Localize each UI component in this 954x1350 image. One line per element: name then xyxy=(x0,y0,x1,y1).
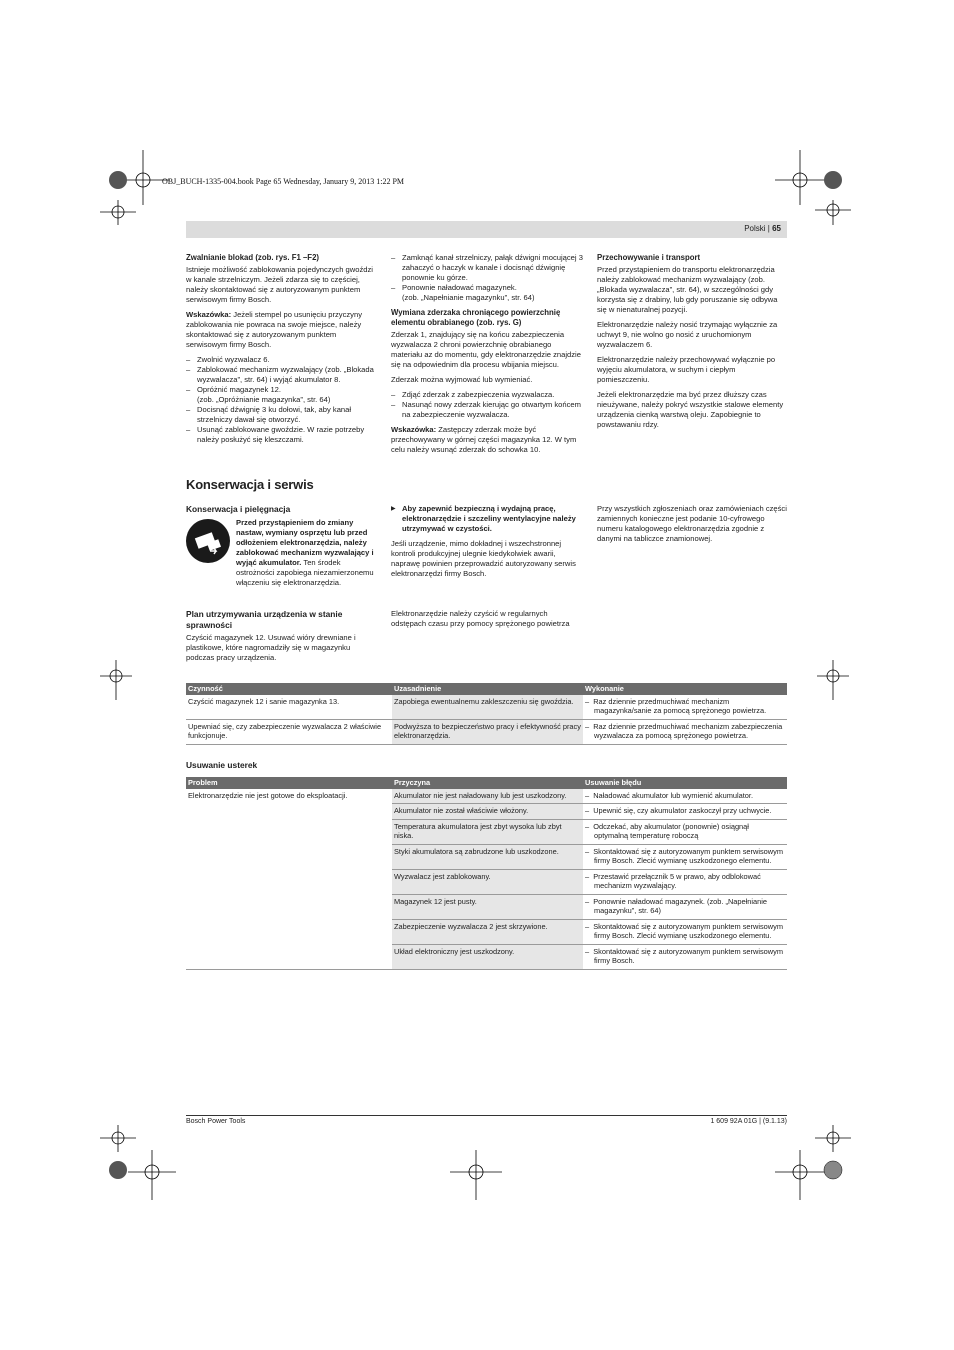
column-2 xyxy=(391,253,583,460)
table-cell: – Skontaktować się z autoryzowanym punktem serwisowym firmy Bosch. xyxy=(583,944,787,969)
table-row xyxy=(186,719,787,744)
close-steps xyxy=(391,253,583,303)
table-cell: – Raz dziennie przedmuchiwać mechanizm magazynka/sanie za pomocą sprężonego powietrza. xyxy=(583,695,787,720)
list-item: – Zamknąć kanał strzelniczy, pałąk dźwigni mocującej 3 zahaczyć o haczyk w kanale i docisnąć dźwignię ponownie ku górze. xyxy=(391,253,583,283)
page-number-label: Polski | 65 xyxy=(744,224,781,233)
problem-cell: Elektronarzędzie nie jest gotowe do eksploatacji. xyxy=(186,789,392,970)
table-cell: – Upewnić się, czy akumulator zaskoczył przy uchwycie. xyxy=(583,804,787,820)
header-language: Polski xyxy=(744,224,766,233)
storage-heading: Przechowywanie i transport xyxy=(597,253,701,262)
list-item: – Zablokować mechanizm wyzwalający (zob. „Blokada wyzwalacza”, str. 64) i wyjąć akumulator 8. xyxy=(186,365,378,385)
list-item: – Docisnąć dźwignię 3 ku dołowi, tak, aby kanał strzelniczy dawał się otworzyć. xyxy=(186,405,378,425)
section-title: Konserwacja i serwis xyxy=(186,477,314,492)
table-cell: – Raz dziennie przedmuchiwać mechanizm zabezpieczenia wyzwalacza za pomocą sprężonego powietrza. xyxy=(583,719,787,744)
footer-divider xyxy=(186,1115,787,1116)
plan-text-1: Czyścić magazynek 12. Usuwać wióry drewniane i plastikowe, które nagromadziły się w magazynku podczas pracy urządzenia. xyxy=(186,633,356,662)
bumper-text-2: Zderzak można wyjmować lub wymieniać. xyxy=(391,375,533,384)
footer-left: Bosch Power Tools xyxy=(186,1118,246,1125)
list-item: (zob. „Opróżnianie magazynka”, str. 64) xyxy=(197,395,331,404)
maintenance-warning-text: Ten środek ostrożności zapobiega niezamierzonemu włączeniu się elektronarzędzia. xyxy=(236,558,374,587)
table-cell: Wyzwalacz jest zablokowany. xyxy=(392,869,583,894)
list-item: – Usunąć zablokowane gwoździe. W razie potrzeby należy posłużyć się kleszczami. xyxy=(186,425,378,445)
table-cell: Temperatura akumulatora jest zbyt wysoka lub zbyt niska. xyxy=(392,819,583,844)
table-cell: – Odczekać, aby akumulator (ponownie) osiągnął optymalną temperaturę roboczą xyxy=(583,819,787,844)
table-cell: Akumulator nie jest naładowany lub jest uszkodzony. xyxy=(392,789,583,804)
column-3 xyxy=(597,253,789,435)
list-item: – Zwolnić wyzwalacz 6. xyxy=(186,355,378,365)
plan-block xyxy=(186,609,378,668)
list-item: – Nasunąć nowy zderzak kierując go otwartym końcem na zabezpieczenie wyzwalacza. xyxy=(391,400,583,420)
header-page: 65 xyxy=(772,224,781,233)
table-cell: – Przestawić przełącznik 5 w prawo, aby odblokować mechanizm wyzwalający. xyxy=(583,869,787,894)
maintenance-heading: Konserwacja i pielęgnacja xyxy=(186,504,291,514)
table-cell: Układ elektroniczny jest uszkodzony. xyxy=(392,944,583,969)
table-header: Uzasadnienie xyxy=(392,683,583,695)
storage-text-4: Jeżeli elektronarzędzie ma być przez dłuższy czas nieużywane, należy pokryć wszystkie stalowe elementy urządzenia cienką warstwą oleju. Zapobiegnie to powstawaniu rdzy. xyxy=(597,390,784,429)
storage-text-3: Elektronarzędzie należy przechowywać wyłącznie po wyjęciu akumulatora, w suchym i ciepłym pomieszczeniu. xyxy=(597,355,776,384)
list-item: – Ponownie naładować magazynek. xyxy=(391,283,583,293)
bumper-steps xyxy=(391,390,583,420)
plan-block-2 xyxy=(391,609,583,634)
troubleshoot-table xyxy=(186,777,787,970)
table-cell: Zapobiega ewentualnemu zakleszczeniu się gwoździa. xyxy=(392,695,583,720)
storage-text-1: Przed przystąpieniem do transportu elektronarzędzia należy zablokować mechanizm wyzwalający (zob. „Blokada wyzwalacza”, str. 64), w szczególności gdy korzysta się z drabiny, lub gdy poruszanie się odbywa się w nienaturalnej pozycji. xyxy=(597,265,778,314)
table-cell: – Naładować akumulator lub wymienić akumulator. xyxy=(583,789,787,804)
column-1 xyxy=(186,253,378,450)
list-item: – Zdjąć zderzak z zabezpieczenia wyzwalacza. xyxy=(391,390,583,400)
maintenance-col-3 xyxy=(597,504,789,549)
table-header: Czynność xyxy=(186,683,392,695)
table-row xyxy=(186,695,787,720)
table-cell: Magazynek 12 jest pusty. xyxy=(392,894,583,919)
table-cell: Akumulator nie został właściwie włożony. xyxy=(392,804,583,820)
battery-removal-icon xyxy=(186,519,230,563)
table-header: Wykonanie xyxy=(583,683,787,695)
table-cell: Upewniać się, czy zabezpieczenie wyzwalacza 2 właściwie funkcjonuje. xyxy=(186,719,392,744)
repair-text: Jeśli urządzenie, mimo dokładnej i wszechstronnej kontroli produkcyjnej ulegnie kiedykolwiek awarii, naprawę powinien przeprowadzić autoryzowany serwis elektronarzędzi firmy Bosch. xyxy=(391,539,576,578)
table-cell: – Skontaktować się z autoryzowanym punktem serwisowym firmy Bosch. Zlecić wymianę uszkodzonego elementu. xyxy=(583,844,787,869)
table-cell: Podwyższa to bezpieczeństwo pracy i efektywność pracy elektronarzędzia. xyxy=(392,719,583,744)
maintenance-block xyxy=(186,504,378,516)
unblock-heading: Zwalnianie blokad (zob. rys. F1 –F2) xyxy=(186,253,320,262)
unblock-steps xyxy=(186,355,378,445)
plan-heading: Plan utrzymywania urządzenia w stanie sprawności xyxy=(186,609,343,630)
table-header: Problem xyxy=(186,777,392,789)
bumper-text: Zderzak 1, znajdujący się na końcu zabezpieczenia wyzwalacza 2 chroni powierzchnię obrabianego materiału az do momentu, gdy elektronarzędzie znajdzie się na odpowiednim dla procesu wbijania miejscu. xyxy=(391,330,581,369)
page-header xyxy=(186,221,787,238)
maintenance-warning xyxy=(236,518,378,593)
table-row xyxy=(186,789,787,804)
unblock-text: Istnieje możliwość zablokowania pojedynczych gwoździ w kanale strzelniczym. Jeżeli zdarza się to częściej, należy skontaktować się z autoryzowanym punktem serwisowym firmy Bosch. xyxy=(186,265,373,304)
table-header: Przyczyna xyxy=(392,777,583,789)
unblock-note: Wskazówka: Jeżeli stempel po usunięciu przyczyny zablokowania nie powraca na swoje miejsce, należy skontaktować się z autoryzowanym punktem serwisowym firmy Bosch. xyxy=(186,310,362,349)
bumper-heading: Wymiana zderzaka chroniącego powierzchnię elementu obrabianego (zob. rys. G) xyxy=(391,308,561,327)
footer-right: 1 609 92A 01G | (9.1.13) xyxy=(710,1118,787,1125)
print-meta-line: OBJ_BUCH-1335-004.book Page 65 Wednesday, January 9, 2013 1:22 PM xyxy=(162,177,405,186)
troubleshoot-heading: Usuwanie usterek xyxy=(186,760,258,770)
maintenance-table xyxy=(186,683,787,745)
bumper-note: Wskazówka: Zastępczy zderzak może być przechowywany w górnej części magazynka 12. W tym celu należy wsunąć zderzak do schowka 10. xyxy=(391,425,577,454)
table-cell: – Skontaktować się z autoryzowanym punktem serwisowym firmy Bosch. Zlecić wymianę uszkodzonego elementu. xyxy=(583,919,787,944)
table-header: Usuwanie błędu xyxy=(583,777,787,789)
list-item: (zob. „Napełnianie magazynku”, str. 64) xyxy=(402,293,535,302)
list-item: – Opróżnić magazynek 12. xyxy=(186,385,378,395)
cleanliness-warning: ▶ Aby zapewnić bezpieczną i wydajną pracę, elektronarzędzie i szczeliny wentylacyjne należy utrzymywać w czystości. xyxy=(391,504,583,534)
maintenance-warning-bold: Przed przystąpieniem do zmiany nastaw, wymiany osprzętu lub przed odłożeniem elektronarzędzia, należy zablokować mechanizm wyzwalający i wyjąć akumulator. xyxy=(236,518,374,567)
plan-text-2: Elektronarzędzie należy czyścić w regularnych odstępach czasu przy pomocy sprężonego powietrza xyxy=(391,609,570,628)
maintenance-col-2 xyxy=(391,504,583,584)
parts-text: Przy wszystkich zgłoszeniach oraz zamówieniach części zamiennych konieczne jest podanie 10-cyfrowego numeru katalogowego elektronarzędzia zgodnie z danymi na tabliczce znamionowej. xyxy=(597,504,787,543)
table-header-row xyxy=(186,777,787,789)
table-cell: – Ponownie naładować magazynek. (zob. „Napełnianie magazynku”, str. 64) xyxy=(583,894,787,919)
table-cell: Czyścić magazynek 12 i sanie magazynka 13. xyxy=(186,695,392,720)
storage-text-2: Elektronarzędzie należy nosić trzymając wyłącznie za uchwyt 9, nie wolno go nosić z uruchomionym wyzwalaczem 6. xyxy=(597,320,778,349)
table-header-row xyxy=(186,683,787,695)
table-cell: Zabezpieczenie wyzwalacza 2 jest skrzywione. xyxy=(392,919,583,944)
table-cell: Styki akumulatora są zabrudzone lub uszkodzone. xyxy=(392,844,583,869)
